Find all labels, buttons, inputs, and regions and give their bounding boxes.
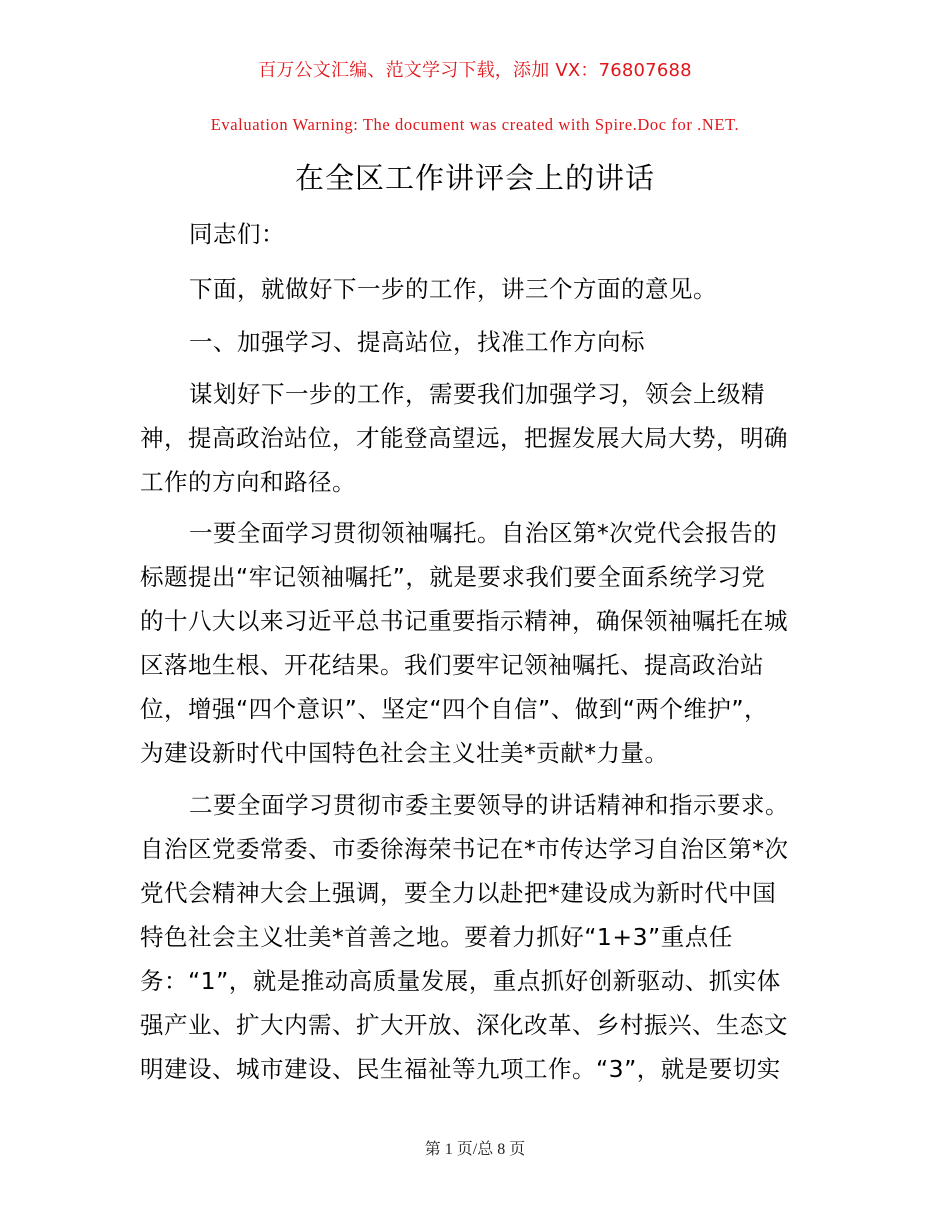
salutation: 同志们： bbox=[189, 220, 285, 248]
paragraph-line: 区落地生根、开花结果。我们要牢记领袖嘱托、提高政治站 bbox=[140, 651, 764, 679]
evaluation-warning: Evaluation Warning: The document was created with Spire.Doc for .NET. bbox=[210, 115, 740, 134]
document-title: 在全区工作讲评会上的讲话 bbox=[294, 161, 655, 195]
paragraph-line: 标题提出“牢记领袖嘱托”，就是要求我们要全面系统学习党 bbox=[140, 563, 766, 591]
paragraph-line: 党代会精神大会上强调，要全力以赴把*建设成为新时代中国 bbox=[140, 879, 777, 907]
paragraph-line: 的十八大以来习近平总书记重要指示精神，确保领袖嘱托在城 bbox=[140, 607, 788, 635]
promo-banner: 百万公文汇编、范文学习下载，添加 VX：76807688 bbox=[258, 60, 692, 81]
page-number-footer: 第 1 页/总 8 页 bbox=[424, 1141, 526, 1158]
paragraph-line: 谋划好下一步的工作，需要我们加强学习，领会上级精 bbox=[189, 380, 765, 408]
intro-line: 下面，就做好下一步的工作，讲三个方面的意见。 bbox=[189, 275, 717, 303]
paragraph-line: 工作的方向和路径。 bbox=[140, 468, 356, 496]
paragraph-line: 位，增强“四个意识”、坚定“四个自信”、做到“两个维护”， bbox=[140, 695, 769, 723]
paragraph-line: 明建设、城市建设、民生福祉等九项工作。“3”，就是要切实 bbox=[140, 1055, 781, 1083]
paragraph-line: 为建设新时代中国特色社会主义壮美*贡献*力量。 bbox=[140, 739, 669, 767]
paragraph-line: 神，提高政治站位，才能登高望远，把握发展大局大势，明确 bbox=[140, 424, 788, 452]
paragraph-line: 特色社会主义壮美*首善之地。要着力抓好“1+3”重点任 bbox=[140, 923, 733, 951]
paragraph-line: 二要全面学习贯彻市委主要领导的讲话精神和指示要求。 bbox=[189, 791, 789, 819]
section-heading-1: 一、加强学习、提高站位，找准工作方向标 bbox=[189, 328, 645, 356]
paragraph-line: 一要全面学习贯彻领袖嘱托。自治区第*次党代会报告的 bbox=[189, 519, 778, 547]
paragraph-line: 强产业、扩大内需、扩大开放、深化改革、乡村振兴、生态文 bbox=[140, 1011, 788, 1039]
paragraph-line: 自治区党委常委、市委徐海荣书记在*市传达学习自治区第*次 bbox=[140, 835, 789, 863]
paragraph-line: 务：“1”，就是推动高质量发展，重点抓好创新驱动、抓实体 bbox=[140, 967, 781, 995]
